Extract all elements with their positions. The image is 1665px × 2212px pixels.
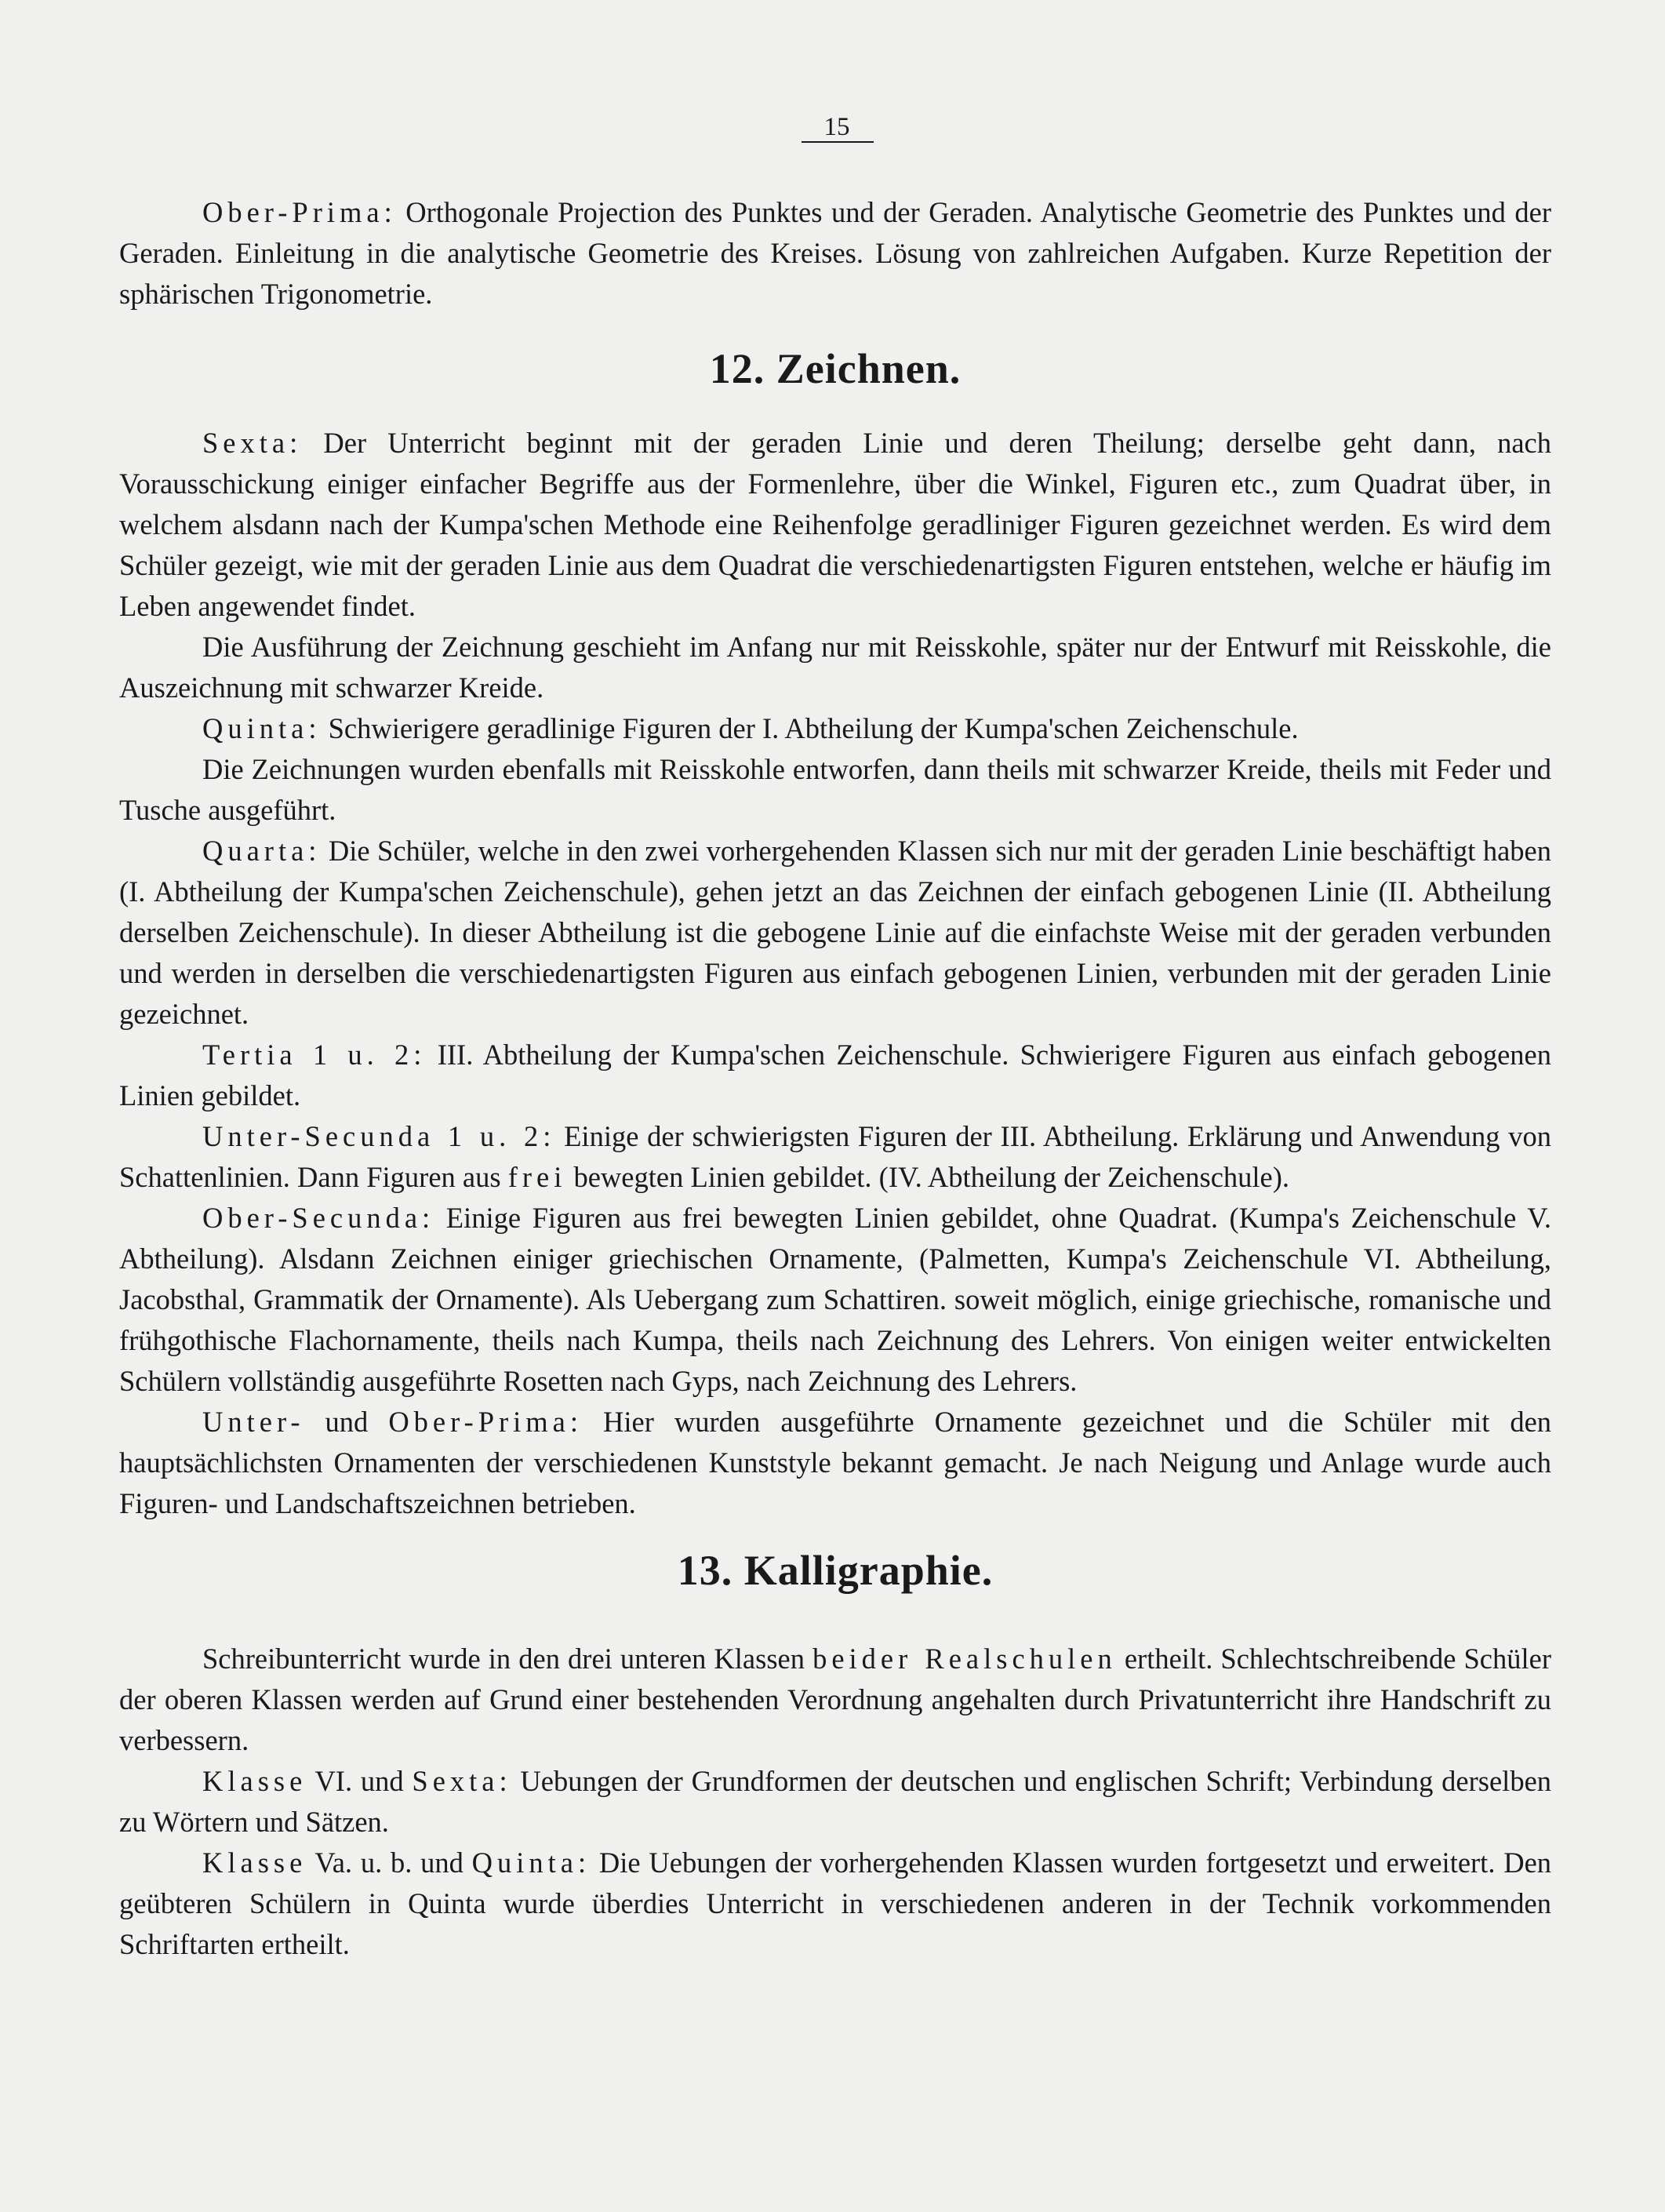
sexta-label: Sexta: — [202, 427, 303, 459]
klasse-vi-label-3: Sexta: — [412, 1765, 512, 1797]
ober-prima-text: Orthogonale Projection des Punktes und der Geraden. Analytische Geometrie des Punktes und der Geraden. Einleitung in die analytische Geometrie des Kreises. Lösung von zahlreichen Aufgaben. Kurze Repetition der sphärischen Trigonometrie. — [119, 196, 1551, 310]
paragraph-unter-ober-prima — [119, 1402, 1551, 1524]
klasse-vi-label-2: VI. und — [314, 1765, 404, 1797]
paragraph-ausfuehrung: Die Ausführung der Zeichnung geschieht im Anfang nur mit Reisskohle, später nur der Entwurf mit Reisskohle, die Auszeichnung mit schwarzer Kreide. — [119, 631, 1551, 704]
tertia-text: III. Abtheilung der Kumpa'schen Zeichenschule. Schwierigere Figuren aus einfach gebogenen Linien gebildet. — [119, 1039, 1551, 1111]
paragraph-klasse-vi — [119, 1761, 1551, 1843]
unter-secunda-text-1: Einige der schwierigsten Figuren der III. Abtheilung. Erklärung und Anwendung von Schattenlinien. Dann Figuren aus — [119, 1120, 1551, 1193]
kalligraphie-intro-2: ertheilt. Schlechtschreibende Schüler der oberen Klassen werden auf Grund einer bestehenden Verordnung angehalten durch Privatunterricht ihre Handschrift zu verbessern. — [119, 1643, 1551, 1756]
section-heading-kalligraphie: 13. Kalligraphie. — [677, 1547, 994, 1594]
quinta-label: Quinta: — [202, 712, 322, 744]
paragraph-klasse-va — [119, 1843, 1551, 1965]
paragraph-unter-secunda — [119, 1116, 1551, 1198]
paragraph-zeichnungen: Die Zeichnungen wurden ebenfalls mit Reisskohle entworfen, dann theils mit schwarzer Kreide, theils mit Feder und Tusche ausgeführt. — [119, 753, 1551, 826]
paragraph-ober-prima — [119, 192, 1551, 315]
ober-prima-label: Ober-Prima: — [202, 196, 397, 228]
quarta-label: Quarta: — [202, 835, 322, 867]
ober-secunda-text: Einige Figuren aus frei bewegten Linien gebildet, ohne Quadrat. (Kumpa's Zeichenschule V. Abtheilung). Alsdann Zeichnen einiger griechischen Ornamente, (Palmetten, Kumpa's Zeichenschule VI. Abtheilung, Jacobsthal, Grammatik der Ornamente). Als Uebergang zum Schattiren. soweit möglich, einige griechische, romanische und frühgothische Flachornamente, theils nach Kumpa, theils nach Zeichnung des Lehrers. Von einigen weiter entwickelten Schülern vollständig ausgeführte Rosetten nach Gyps, nach Zeichnung des Lehrers. — [119, 1202, 1551, 1397]
klasse-va-label-3: Quinta: — [471, 1846, 591, 1879]
paragraph-tertia — [119, 1035, 1551, 1116]
kalligraphie-intro-beider: beider Realschulen — [813, 1643, 1117, 1675]
und-label: und — [325, 1406, 369, 1438]
unter-ober-prima-text: Hier wurden ausgeführte Ornamente gezeichnet und die Schüler mit den hauptsächlichsten Ornamenten der verschiedenen Kunststyle bekannt gemacht. Je nach Neigung und Anlage wurde auch Figuren- und Landschaftszeichnen betrieben. — [119, 1406, 1552, 1519]
page-number: 15 — [823, 113, 850, 141]
paragraph-kalligraphie-intro — [119, 1639, 1551, 1761]
unter-secunda-frei: frei — [507, 1161, 567, 1193]
sexta-text: Der Unterricht beginnt mit der geraden Linie und deren Theilung; derselbe geht dann, nach Vorausschickung einiger einfacher Begriffe aus der Formenlehre, über die Winkel, Figuren etc., zum Quadrat über, in welchem alsdann nach der Kumpa'schen Methode eine Reihenfolge geradliniger Figuren gezeichnet werden. Es wird dem Schüler gezeigt, wie mit der geraden Linie aus dem Quadrat die verschiedenartigsten Figuren entstehen, welche er häufig im Leben angewendet findet. — [119, 427, 1552, 622]
paragraph-quarta — [119, 831, 1551, 1035]
klasse-va-text: Die Uebungen der vorhergehenden Klassen wurden fortgesetzt und erweitert. Den geübteren Schülern in Quinta wurde überdies Unterricht in verschiedenen anderen in der Technik vorkommenden Schriftarten ertheilt. — [119, 1846, 1552, 1960]
klasse-va-label-1: Klasse — [202, 1846, 307, 1879]
klasse-va-label-2: Va. u. b. und — [314, 1846, 464, 1879]
ober-prima-label-2: Ober-Prima: — [388, 1406, 583, 1438]
klasse-vi-label-1: Klasse — [202, 1765, 307, 1797]
kalligraphie-intro-1: Schreibunterricht wurde in den drei unteren Klassen — [202, 1643, 805, 1675]
unter-secunda-text-2: bewegten Linien gebildet. (IV. Abtheilung der Zeichenschule). — [573, 1161, 1290, 1193]
paragraph-sexta — [119, 423, 1551, 627]
page-number-underline — [802, 141, 874, 143]
quinta-text: Schwierigere geradlinige Figuren der I. Abtheilung der Kumpa'schen Zeichenschule. — [328, 712, 1299, 744]
section-heading-zeichnen: 12. Zeichnen. — [709, 345, 962, 392]
unter-prima-label: Unter- — [202, 1406, 305, 1438]
paragraph-quinta — [119, 708, 1551, 749]
quarta-text: Die Schüler, welche in den zwei vorhergehenden Klassen sich nur mit der geraden Linie beschäftigt haben (I. Abtheilung der Kumpa'schen Zeichenschule), gehen jetzt an das Zeichnen der einfach gebogenen Linie (II. Abtheilung derselben Zeichenschule). In dieser Abtheilung ist die gebogene Linie auf die einfachste Weise mit der geraden verbunden und werden in derselben die verschiedenartigsten Figuren aus einfach gebogenen Linien, verbunden mit der geraden Linie gezeichnet. — [119, 835, 1552, 1030]
klasse-vi-text: Uebungen der Grundformen der deutschen und englischen Schrift; Verbindung derselben zu Wörtern und Sätzen. — [119, 1765, 1552, 1838]
ober-secunda-label: Ober-Secunda: — [202, 1202, 435, 1234]
paragraph-ober-secunda — [119, 1198, 1551, 1402]
body-text — [119, 192, 1551, 1965]
tertia-label: Tertia 1 u. 2: — [202, 1039, 427, 1071]
unter-secunda-label: Unter-Secunda 1 u. 2: — [202, 1120, 556, 1152]
